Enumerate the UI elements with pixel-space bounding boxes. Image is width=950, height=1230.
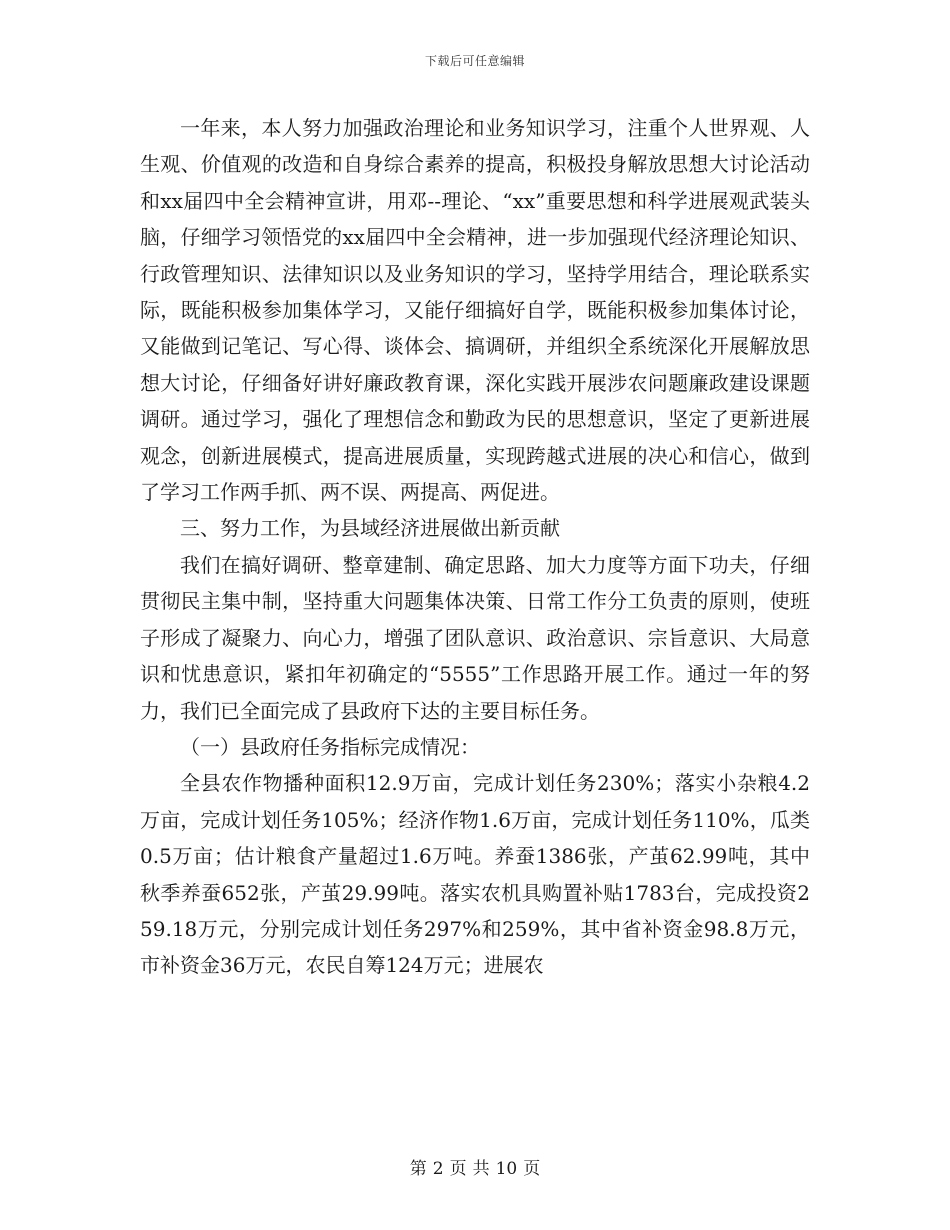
subsection-heading-targets: （一）县政府任务指标完成情况： bbox=[180, 734, 480, 759]
footer-label-page: 第 bbox=[409, 1159, 427, 1179]
footer-current-page: 2 bbox=[432, 1159, 444, 1179]
footer-label-total-unit: 页 bbox=[523, 1159, 541, 1179]
section-heading-work: 三、努力工作，为县域经济进展做出新贡献 bbox=[180, 516, 560, 541]
page-footer bbox=[0, 1154, 950, 1179]
paragraph-targets: 全县农作物播种面积12.9万亩，完成计划任务230%；落实小杂粮4.2万亩，完成计划任务105%；经济作物1.6万亩，完成计划任务110%，瓜类0.5万亩；估计粮食产量超过1.6万吨。养蚕1386张，产茧62.99吨，其中秋季养蚕652张，产茧29.99吨。落实农机具购置补贴1783台，完成投资259.18万元，分别完成计划任务297%和259%，其中省补资金98.8万元，市补资金36万元，农民自筹124万元；进展农 bbox=[140, 771, 810, 978]
page-header-note: 下载后可任意编辑 bbox=[424, 54, 525, 68]
footer-label-page-unit: 页 bbox=[449, 1159, 467, 1179]
paragraph-work: 我们在搞好调研、整章建制、确定思路、加大力度等方面下功夫，仔细贯彻民主集中制，坚持重大问题集体决策、日常工作分工负责的原则，使班子形成了凝聚力、向心力，增强了团队意识、政治意识、宗旨意识、大局意识和忧患意识，紧扣年初确定的“5555”工作思路开展工作。通过一年的努力，我们已全面完成了县政府下达的主要目标任务。 bbox=[140, 552, 810, 723]
footer-label-total: 共 bbox=[472, 1159, 490, 1179]
paragraph-study: 一年来，本人努力加强政治理论和业务知识学习，注重个人世界观、人生观、价值观的改造和自身综合素养的提高，积极投身解放思想大讨论活动和xx届四中全会精神宣讲，用邓--理论、“xx”重要思想和科学进展观武装头脑，仔细学习领悟党的xx届四中全会精神，进一步加强现代经济理论知识、行政管理知识、法律知识以及业务知识的学习，坚持学用结合，理论联系实际，既能积极参加集体学习，又能仔细搞好自学，既能积极参加集体讨论，又能做到记笔记、写心得、谈体会、搞调研，并组织全系统深化开展解放思想大讨论，仔细备好讲好廉政教育课，深化实践开展涉农问题廉政建设课题调研。通过学习，强化了理想信念和勤政为民的思想意识，坚定了更新进展观念，创新进展模式，提高进展质量，实现跨越式进展的决心和信心，做到了学习工作两手抓、两不误、两提高、两促进。 bbox=[140, 116, 810, 505]
document-body bbox=[140, 110, 810, 984]
footer-total-pages: 10 bbox=[495, 1159, 518, 1179]
